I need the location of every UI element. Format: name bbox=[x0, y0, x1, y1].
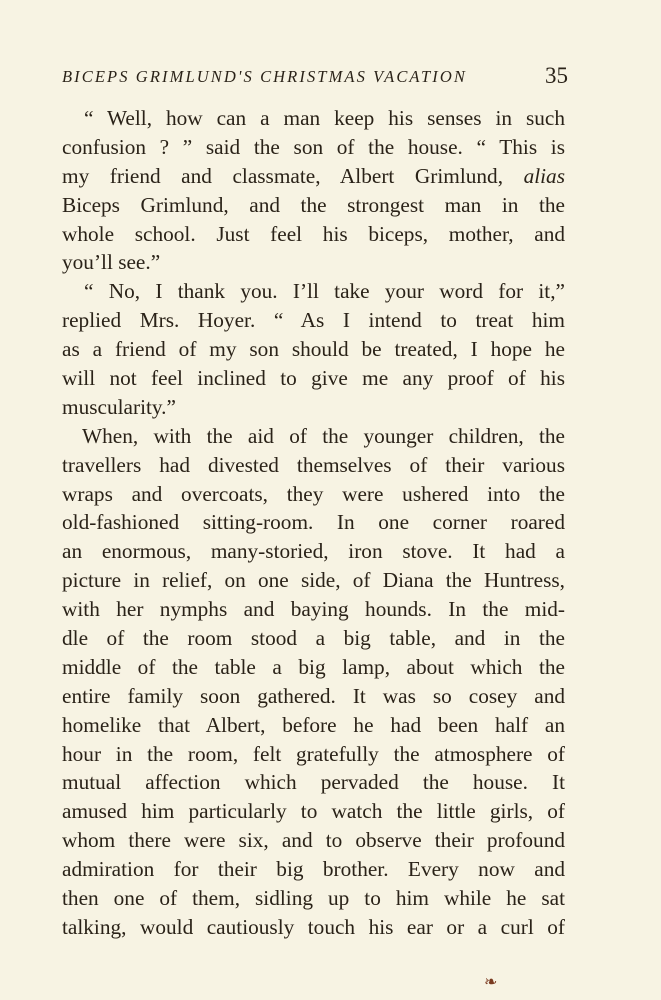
text-line: When, with the aid of the younger children, the bbox=[82, 423, 565, 448]
text-line bbox=[62, 162, 565, 191]
text-line: confusion ? ” said the son of the house. “ This is bbox=[62, 134, 565, 159]
text-line: will not feel inclined to give me any proof of his bbox=[62, 366, 565, 391]
text-line: whole school. Just feel his biceps, mother, and bbox=[62, 221, 565, 246]
text-line: wraps and overcoats, they were ushered into the bbox=[62, 481, 565, 506]
text-line: hour in the room, felt gratefully the atmosphere of bbox=[62, 741, 565, 766]
text-line: an enormous, many-storied, iron stove. It had a bbox=[62, 539, 565, 564]
text-line: Biceps Grimlund, and the strongest man in the bbox=[62, 192, 565, 217]
text-line: then one of them, sidling up to him while he sat bbox=[62, 886, 565, 911]
text-line: whom there were six, and to observe their profound bbox=[62, 828, 565, 853]
text-line: dle of the room stood a big table, and in the bbox=[62, 626, 565, 651]
text-line: amused him particularly to watch the little girls, of bbox=[62, 799, 565, 824]
text-line: old-fashioned sitting-room. In one corner roared bbox=[62, 510, 565, 535]
text-line: travellers had divested themselves of their various bbox=[62, 452, 565, 477]
running-head bbox=[62, 63, 568, 93]
text-line: muscularity.” bbox=[62, 394, 176, 419]
page-number: 35 bbox=[545, 63, 568, 88]
text-line: “ Well, how can a man keep his senses in such bbox=[84, 106, 565, 130]
text-line: homelike that Albert, before he had been half an bbox=[62, 712, 565, 737]
body-text bbox=[62, 104, 565, 942]
text-line: mutual affection which pervaded the house. It bbox=[62, 770, 565, 795]
text-line: replied Mrs. Hoyer. “ As I intend to treat him bbox=[62, 308, 565, 333]
running-title: BICEPS GRIMLUND'S CHRISTMAS VACATION bbox=[62, 67, 467, 86]
text-line: admiration for their big brother. Every now and bbox=[62, 857, 565, 882]
text-line: you’ll see.” bbox=[62, 250, 161, 275]
text-line: middle of the table a big lamp, about which the bbox=[62, 654, 565, 679]
text-line: talking, would cautiously touch his ear or a curl of bbox=[62, 914, 565, 939]
text-segment: my friend and classmate, Albert Grimlund, bbox=[62, 163, 524, 188]
text-line: with her nymphs and baying hounds. In the mid- bbox=[62, 597, 565, 622]
text-line: entire family soon gathered. It was so cosey and bbox=[62, 683, 565, 708]
italic-term: alias bbox=[523, 163, 565, 188]
text-line: “ No, I thank you. I’ll take your word for it,” bbox=[84, 279, 565, 304]
text-line: picture in relief, on one side, of Diana the Huntress, bbox=[62, 568, 565, 593]
text-line: as a friend of my son should be treated, I hope he bbox=[62, 337, 565, 362]
printer-mark-icon: ❧ bbox=[484, 974, 498, 991]
